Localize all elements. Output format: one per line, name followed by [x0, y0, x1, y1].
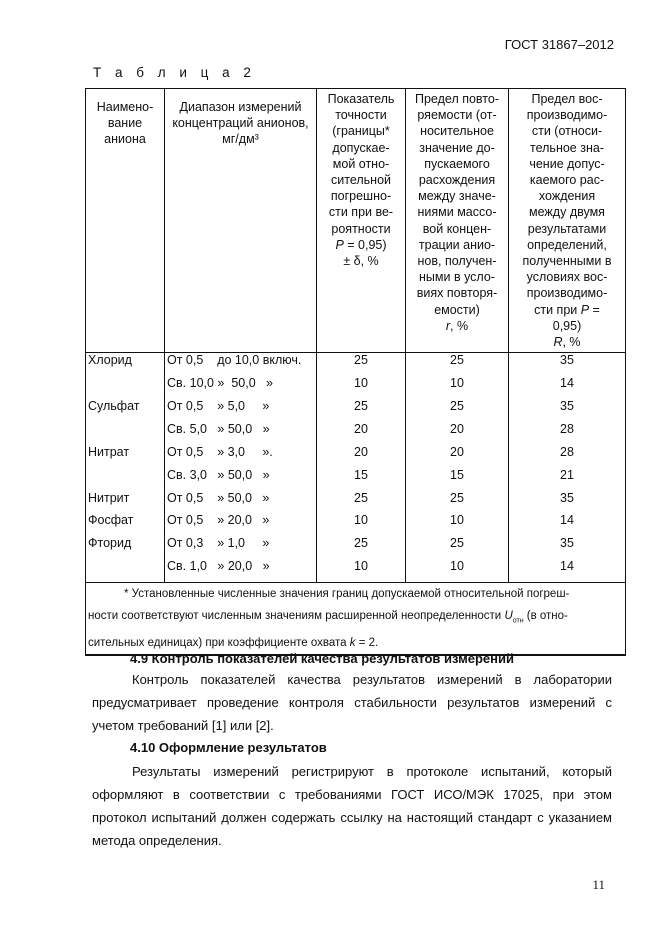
range-cell: Св. 5,0 » 50,0 »: [165, 422, 317, 445]
section-4-9-paragraph: [92, 668, 612, 737]
table-row: [86, 422, 626, 445]
accuracy-cell: 25: [317, 536, 406, 559]
repeatability-cell: 20: [406, 445, 509, 468]
footnote-line: сительных единицах) при коэффициенте охвата: [88, 637, 350, 650]
reproducibility-cell: 35: [509, 491, 626, 514]
accuracy-cell: 10: [317, 559, 406, 582]
table-row: [86, 353, 626, 376]
accuracy-cell: 10: [317, 513, 406, 536]
anion-name-cell: Фосфат: [86, 513, 165, 536]
reproducibility-cell: 35: [509, 536, 626, 559]
repeatability-cell: 20: [406, 422, 509, 445]
table-row: [86, 468, 626, 491]
anion-measurement-table: [85, 88, 626, 656]
table-footnote: [86, 583, 626, 656]
accuracy-cell: 25: [317, 399, 406, 422]
table-row: [86, 559, 626, 582]
section-4-10-paragraph: [92, 760, 612, 852]
document-header-standard: ГОСТ 31867–2012: [504, 37, 614, 52]
repeatability-cell: 15: [406, 468, 509, 491]
table-header-row: [86, 89, 626, 353]
range-cell: От 0,5 » 3,0 ».: [165, 445, 317, 468]
table-row: [86, 445, 626, 468]
repeatability-cell: 25: [406, 536, 509, 559]
table-footnote-row: [86, 583, 626, 656]
footnote-line: = 2.: [355, 637, 379, 650]
accuracy-cell: 25: [317, 491, 406, 514]
reproducibility-cell: 35: [509, 353, 626, 376]
anion-name-cell: [86, 422, 165, 445]
anion-name-cell: [86, 468, 165, 491]
range-cell: Св. 1,0 » 20,0 »: [165, 559, 317, 582]
k-symbol: k: [349, 637, 356, 650]
accuracy-cell: 25: [317, 353, 406, 376]
anion-name-cell: Хлорид: [86, 353, 165, 376]
u-symbol: U: [504, 610, 513, 623]
anion-name-cell: Нитрат: [86, 445, 165, 468]
range-cell: От 0,3 » 1,0 »: [165, 536, 317, 559]
anion-name-cell: [86, 376, 165, 399]
anion-name-cell: Нитрит: [86, 491, 165, 514]
section-4-10-title: 4.10 Оформление результатов: [130, 740, 327, 755]
accuracy-cell: 15: [317, 468, 406, 491]
table-row: [86, 376, 626, 399]
table-caption: Т а б л и ц а 2: [93, 65, 256, 80]
repeatability-cell: 25: [406, 399, 509, 422]
footnote-line: ности соответствуют численным значениям расширенной неопределенности: [88, 610, 505, 623]
anion-name-cell: Фторид: [86, 536, 165, 559]
section-4-9-text: Контроль показателей качества результатов измерений в лаборатории предусматривает проведение контроля стабильности результатов измерений с учетом требований [1] или [2].: [92, 672, 612, 733]
u-subscript: отн: [512, 617, 524, 625]
range-cell: От 0,5 » 50,0 »: [165, 491, 317, 514]
range-cell: От 0,5 до 10,0 включ.: [165, 353, 317, 376]
accuracy-cell: 20: [317, 445, 406, 468]
footnote-line: * Установленные численные значения границ допускаемой относительной погреш-: [124, 588, 570, 601]
reproducibility-cell: 14: [509, 513, 626, 536]
column-header: Наимено- вание аниона: [86, 89, 165, 353]
anion-name-cell: Сульфат: [86, 399, 165, 422]
table-row: [86, 399, 626, 422]
reproducibility-cell: 14: [509, 376, 626, 399]
column-header: Диапазон измерений концентраций анионов, мг/дм³: [165, 89, 317, 353]
page-number: 11: [592, 877, 605, 892]
range-cell: От 0,5 » 5,0 »: [165, 399, 317, 422]
repeatability-cell: 25: [406, 353, 509, 376]
column-header: Показатель точности (границы* допускае- мой отно- сительной погрешно- сти при ве- роятности P = 0,95) ± δ, %: [317, 89, 406, 353]
repeatability-cell: 10: [406, 376, 509, 399]
range-cell: Св. 10,0 » 50,0 »: [165, 376, 317, 399]
table-row: [86, 513, 626, 536]
table-row: [86, 491, 626, 514]
accuracy-cell: 10: [317, 376, 406, 399]
anion-name-cell: [86, 559, 165, 582]
repeatability-cell: 10: [406, 559, 509, 582]
repeatability-cell: 25: [406, 491, 509, 514]
accuracy-cell: 20: [317, 422, 406, 445]
range-cell: Св. 3,0 » 50,0 »: [165, 468, 317, 491]
reproducibility-cell: 35: [509, 399, 626, 422]
column-header: Предел вос- производимо- сти (относи- тельное зна- чение допус- каемого рас- хождения между двумя результатами определений, полученными в условиях вос- производимо- сти при P = 0,95) R, %: [509, 89, 626, 353]
reproducibility-cell: 28: [509, 422, 626, 445]
range-cell: От 0,5 » 20,0 »: [165, 513, 317, 536]
reproducibility-cell: 21: [509, 468, 626, 491]
repeatability-cell: 10: [406, 513, 509, 536]
section-4-9-title: 4.9 Контроль показателей качества результатов измерений: [130, 651, 514, 666]
reproducibility-cell: 28: [509, 445, 626, 468]
footnote-line: (в отно-: [523, 610, 568, 623]
table-row: [86, 536, 626, 559]
reproducibility-cell: 14: [509, 559, 626, 582]
section-4-10-text: Результаты измерений регистрируют в протоколе испытаний, который оформляют в соответствии с требованиями ГОСТ ИСО/МЭК 17025, при этом протокол испытаний должен содержать ссылку на настоящий стандарт с указанием метода определения.: [92, 764, 612, 848]
column-header: Предел повто- ряемости (от- носительное значение до- пускаемого расхождения между значе- ниями массо- вой концен- трации анио- нов, получен- ными в усло- виях повторя- емости) r, %: [406, 89, 509, 353]
